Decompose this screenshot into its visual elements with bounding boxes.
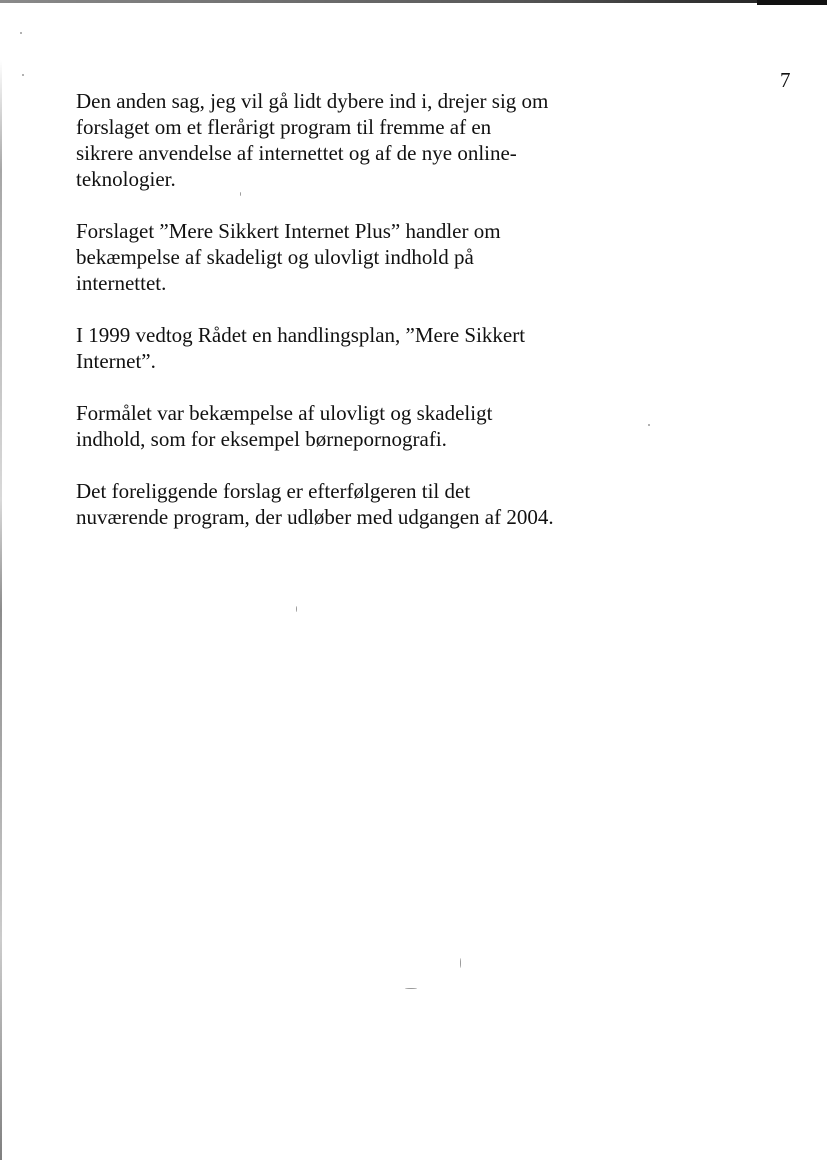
text-line: Forslaget ”Mere Sikkert Internet Plus” handler om xyxy=(76,219,501,243)
scan-speck xyxy=(648,424,650,426)
text-line: teknologier. xyxy=(76,167,176,191)
paragraph-1 xyxy=(76,88,616,192)
text-line: Formålet var bekæmpelse af ulovligt og skadeligt xyxy=(76,401,493,425)
text-line: bekæmpelse af skadeligt og ulovligt indhold på xyxy=(76,245,474,269)
text-line: Internet”. xyxy=(76,349,156,373)
scan-speck xyxy=(296,606,297,612)
text-line: I 1999 vedtog Rådet en handlingsplan, ”Mere Sikkert xyxy=(76,323,526,347)
text-line: indhold, som for eksempel børnepornografi. xyxy=(76,427,447,451)
scan-speck xyxy=(405,988,417,989)
text-line: forslaget om et flerårigt program til fremme af en xyxy=(76,115,492,139)
paragraph-2 xyxy=(76,218,616,296)
paragraph-3 xyxy=(76,322,616,374)
text-line: internettet. xyxy=(76,271,167,295)
text-line: sikrere anvendelse af internettet og af de nye online- xyxy=(76,141,517,165)
paragraph-5 xyxy=(76,478,616,530)
scan-speck xyxy=(240,192,241,196)
scan-speck xyxy=(22,74,24,76)
paragraph-4 xyxy=(76,400,616,452)
scan-left-edge xyxy=(0,60,2,1160)
text-line: Den anden sag, jeg vil gå lidt dybere ind i, drejer sig om xyxy=(76,89,549,113)
text-line: nuværende program, der udløber med udgangen af 2004. xyxy=(76,505,554,529)
scan-speck xyxy=(460,958,461,968)
scan-top-edge-dark xyxy=(757,0,827,5)
text-line: Det foreliggende forslag er efterfølgeren til det xyxy=(76,479,471,503)
page-number: 7 xyxy=(780,68,791,92)
scan-speck xyxy=(20,32,22,34)
document-body xyxy=(76,88,616,556)
scan-top-edge xyxy=(0,0,827,3)
